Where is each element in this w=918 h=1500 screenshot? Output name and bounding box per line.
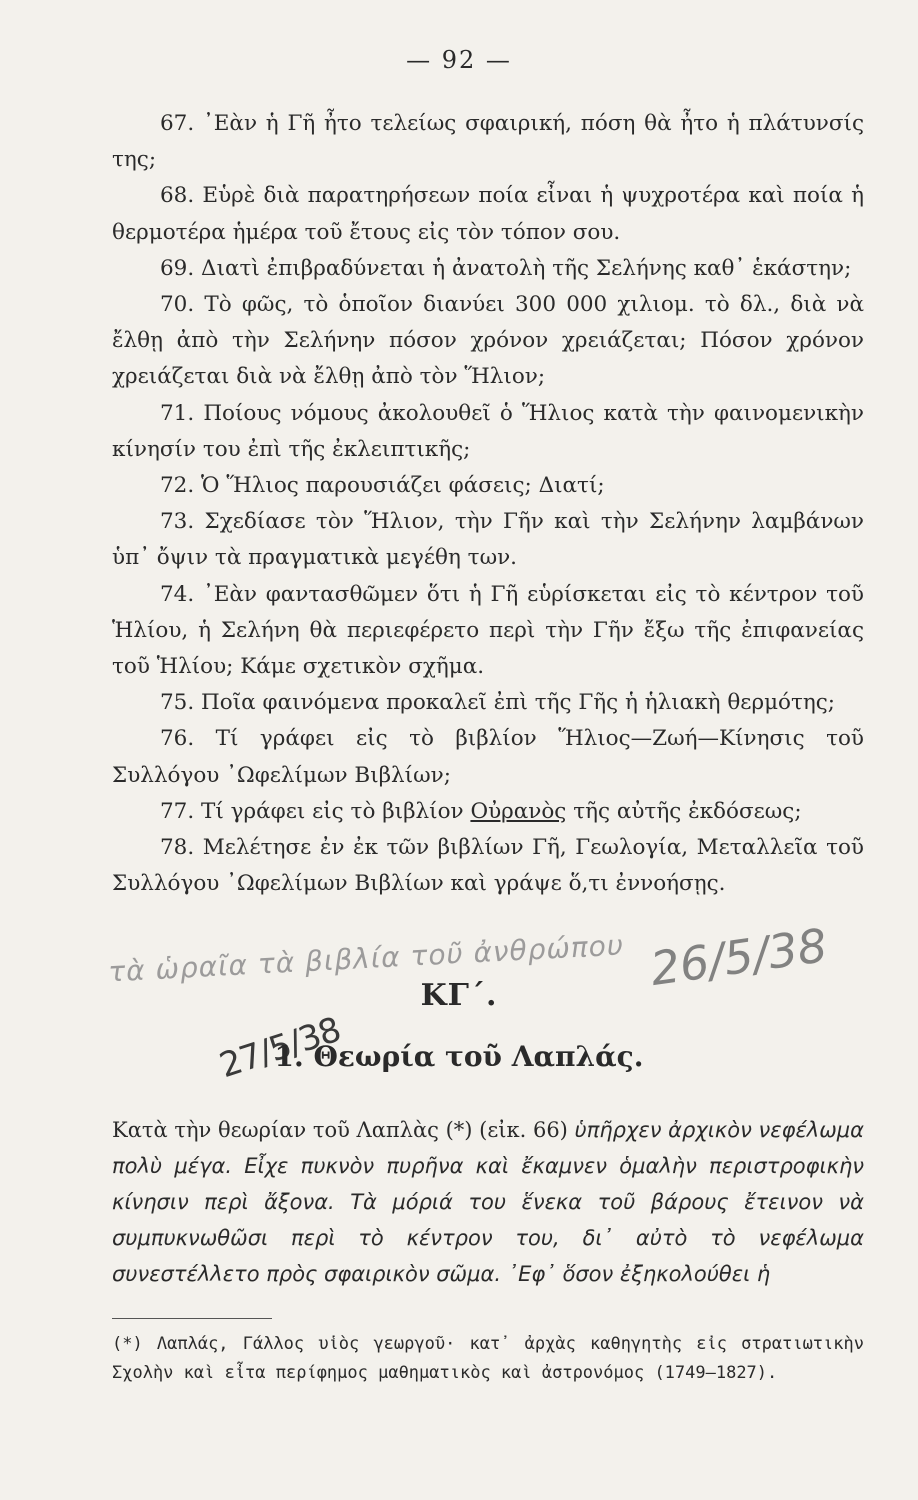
page-number: — 92 — (406, 46, 512, 74)
question-item (112, 794, 864, 830)
chapter-title: ΚΓ΄. (420, 978, 498, 1013)
footnote-divider (112, 1318, 272, 1319)
question-list (112, 106, 864, 902)
question-item (112, 178, 864, 250)
pencil-annotation: τὰ ὡραῖα τὰ βιβλία τοῦ ἀνθρώπου (107, 928, 625, 989)
question-text: Τὸ φῶς, τὸ ὁποῖον διανύει 300 000 χιλιομ. τὸ δλ., διὰ νὰ ἔλθῃ ἀπὸ τὴν Σελήνην πόσον χρόνον χρειάζεται; Πόσον χρόνον χρειάζεται διὰ νὰ ἔλθῃ ἀπὸ τὸν Ἥλιον; (112, 292, 864, 390)
question-item (112, 287, 864, 396)
question-text: Σχεδίασε τὸν Ἥλιον, τὴν Γῆν καὶ τὴν Σελήνην λαμβάνων ὑπ᾿ ὄψιν τὰ πραγματικὰ μεγέθη των. (112, 509, 864, 571)
question-number: 74. (160, 581, 195, 607)
question-number: 78. (160, 835, 195, 861)
question-text: Ὁ Ἥλιος παρουσιάζει φάσεις; Διατί; (201, 473, 605, 499)
question-text: Εὑρὲ διὰ παρατηρήσεων ποία εἶναι ἡ ψυχροτέρα καὶ ποία ἡ θερμοτέρα ἡμέρα τοῦ ἔτους εἰς τὸν τόπον σου. (112, 183, 864, 245)
question-text: Ποίους νόμους ἀκολουθεῖ ὁ Ἥλιος κατὰ τὴν φαινομενικὴν κίνησίν του ἐπὶ τῆς ἐκλειπτικῆς; (112, 400, 864, 462)
body-paragraph (112, 1112, 864, 1292)
question-text: Τί γράφει εἰς τὸ βιβλίον (201, 798, 471, 824)
question-number: 71. (160, 400, 195, 426)
section-title: 1. Θεωρία τοῦ Λαπλάς. (274, 1040, 644, 1073)
question-item (112, 251, 864, 287)
question-number: 77. (160, 798, 195, 824)
question-text: Μελέτησε ἐν ἐκ τῶν βιβλίων Γῆ, Γεωλογία, Μεταλλεῖα τοῦ Συλλόγου ᾿Ωφελίμων Βιβλίων καὶ γράψε ὅ,τι ἐννοήσῃς. (112, 835, 864, 897)
question-number: 72. (160, 473, 195, 499)
pencil-date: 26/5/38 (647, 917, 831, 997)
question-item (112, 106, 864, 178)
question-item (112, 685, 864, 721)
underlined-book-title: Οὐρανὸς (470, 798, 567, 824)
body-lead: Κατὰ τὴν θεωρίαν τοῦ Λαπλὰς (*) (εἰκ. 66) (112, 1118, 568, 1142)
question-item (112, 721, 864, 793)
footnote-text: Λαπλάς, Γάλλος υἱὸς γεωργοῦ· κατ᾿ ἀρχὰς καθηγητὴς εἰς στρατιωτικὴν Σχολὴν καὶ εἶτα περίφημος μαθηματικὸς καὶ ἀστρονόμος (1749—1827). (112, 1334, 864, 1383)
question-number: 69. (160, 255, 195, 281)
question-number: 73. (160, 509, 195, 535)
question-item (112, 468, 864, 504)
question-text: Διατὶ ἐπιβραδύνεται ἡ ἀνατολὴ τῆς Σελήνης καθ᾿ ἑκάστην; (201, 255, 852, 281)
question-text-end: τῆς αὐτῆς ἐκδόσεως; (566, 798, 802, 824)
question-item (112, 577, 864, 686)
question-number: 67. (160, 111, 195, 136)
question-item (112, 396, 864, 468)
question-text: ᾿Εὰν ἡ Γῆ ἦτο τελείως σφαιρική, πόση θὰ ἦτο ἡ πλάτυνσίς της; (112, 111, 864, 173)
question-item (112, 504, 864, 576)
question-number: 70. (160, 292, 195, 318)
ink-date: 27/5/38 (214, 1009, 346, 1087)
body-text: ὑπῆρχεν ἀρχικὸν νεφέλωμα πολὺ μέγα. Εἶχε πυκνὸν πυρῆνα καὶ ἔκαμνεν ὁμαλὴν περιστροφικὴν κίνησιν περὶ ἄξονα. Τὰ μόριά του ἕνεκα τοῦ βάρους ἔτεινον νὰ συμπυκνωθῶσι περὶ τὸ κέντρον του, δι᾿ αὐτὸ τὸ νεφέλωμα συνεστέλλετο πρὸς σφαιρικὸν σῶμα. ᾿Εφ᾿ ὅσον ἐξηκολούθει ἡ (112, 1118, 865, 1286)
question-text: ᾿Εὰν φαντασθῶμεν ὅτι ἡ Γῆ εὑρίσκεται εἰς τὸ κέντρον τοῦ Ἡλίου, ἡ Σελήνη θὰ περιεφέρετο περὶ τὴν Γῆν ἔξω τῆς ἐπιφανείας τοῦ Ἡλίου; Κάμε σχετικὸν σχῆμα. (112, 581, 864, 680)
question-text: Ποῖα φαινόμενα προκαλεῖ ἐπὶ τῆς Γῆς ἡ ἡλιακὴ θερμότης; (201, 690, 836, 716)
footnote-marker: (*) (112, 1334, 143, 1354)
footnote (112, 1330, 864, 1388)
question-item (112, 830, 864, 902)
question-number: 76. (160, 726, 195, 752)
question-number: 68. (160, 183, 195, 209)
question-text: Τί γράφει εἰς τὸ βιβλίον Ἥλιος—Ζωή—Κίνησις τοῦ Συλλόγου ᾿Ωφελίμων Βιβλίων; (112, 726, 864, 788)
question-number: 75. (160, 690, 195, 716)
